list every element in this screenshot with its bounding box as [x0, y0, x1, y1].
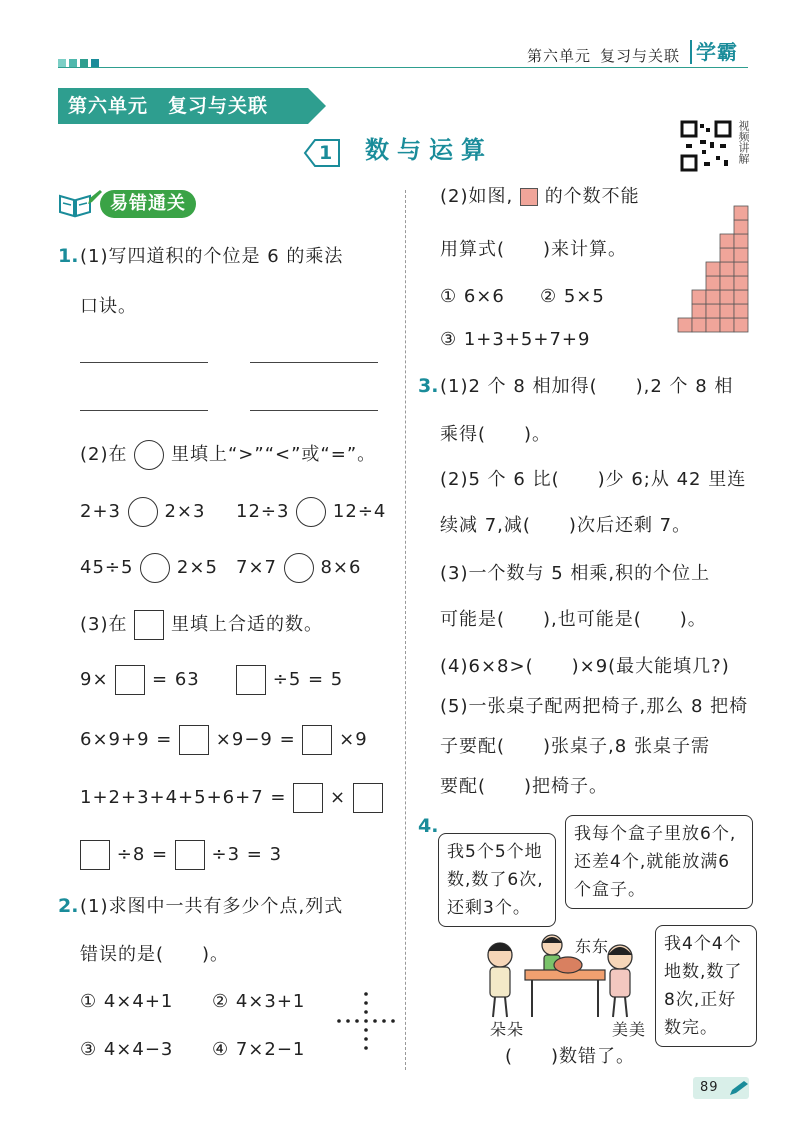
q1-part2-a: (2)在 [80, 444, 128, 465]
q2-part2-b: 的个数不能 [544, 186, 640, 207]
page-number: 89 [700, 1080, 719, 1095]
fill-box[interactable] [179, 725, 209, 755]
children-table-illustration [470, 925, 650, 1029]
qr-label: 视频讲解 [737, 120, 750, 164]
equation-text: 9× [80, 669, 109, 690]
q3-line: 可能是( ),也可能是( )。 [440, 609, 707, 630]
q4-answer: ( )数错了。 [505, 1046, 636, 1067]
compare-circle[interactable] [128, 497, 158, 527]
compare-right: 8×6 [320, 557, 362, 578]
header-brand: 学霸 [690, 40, 738, 64]
q2-option[interactable]: ③ 1+3+5+7+9 [440, 329, 591, 350]
compare-right: 12÷4 [332, 501, 387, 522]
q1-part2 [80, 440, 376, 470]
dot [382, 1019, 386, 1023]
equation-text: ÷3 = 3 [211, 844, 283, 865]
qr-code-icon [680, 120, 732, 172]
compare-right: 2×5 [176, 557, 218, 578]
square [734, 220, 748, 234]
compare-row [80, 553, 218, 583]
answer-line[interactable] [250, 362, 378, 363]
q1-part3-a: (3)在 [80, 614, 128, 635]
square [720, 276, 734, 290]
square [734, 276, 748, 290]
equation-text: ×9−9 = [215, 729, 296, 750]
speech-bubble-meimei: 我4个4个地数,数了8次,正好数完。 [655, 925, 757, 1047]
compare-row [80, 497, 205, 527]
equation-row [80, 783, 383, 813]
square [720, 318, 734, 332]
square [706, 262, 720, 276]
compare-left: 45÷5 [80, 557, 134, 578]
compare-row [236, 553, 361, 583]
section-number-badge [303, 138, 341, 168]
q3-line: (3)一个数与 5 相乘,积的个位上 [440, 563, 711, 584]
fill-box[interactable] [302, 725, 332, 755]
square [692, 290, 706, 304]
q1-number: 1. [58, 245, 79, 267]
compare-row [236, 497, 386, 527]
fill-box[interactable] [134, 610, 164, 640]
dot [373, 1019, 377, 1023]
speech-bubble-duoduo: 我5个5个地数,数了6次,还剩3个。 [438, 833, 556, 927]
label-duoduo: 朵朵 [490, 1020, 525, 1039]
dot [364, 992, 368, 996]
q3-line: (1)2 个 8 相加得( ),2 个 8 相 [440, 376, 734, 397]
dot [337, 1019, 341, 1023]
header-unit: 第六单元 [527, 47, 592, 65]
square [734, 234, 748, 248]
q3-line: (5)一张桌子配两把椅子,那么 8 把椅 [440, 696, 749, 717]
section-title: 数与运算 [365, 136, 493, 164]
q3-line: 要配( )把椅子。 [440, 776, 609, 797]
equation-text: ×9 [339, 729, 368, 750]
square [706, 290, 720, 304]
header-topic: 复习与关联 [600, 47, 681, 65]
equation-row [80, 665, 200, 695]
q2-option[interactable]: ② 5×5 [540, 286, 605, 307]
q2-part1-line1: (1)求图中一共有多少个点,列式 [80, 896, 344, 917]
q2-option[interactable]: ② 4×3+1 [212, 991, 306, 1012]
square [692, 304, 706, 318]
q2-option[interactable]: ③ 4×4−3 [80, 1039, 174, 1060]
q2-option[interactable]: ④ 7×2−1 [212, 1039, 306, 1060]
square [720, 248, 734, 262]
q1-part1-line2: 口诀。 [80, 296, 137, 317]
equation-text: = 63 [152, 669, 200, 690]
answer-line[interactable] [250, 410, 378, 411]
equation-row [80, 725, 368, 755]
pencil-footer-icon [728, 1079, 750, 1101]
square [720, 262, 734, 276]
label-meimei: 美美 [612, 1020, 647, 1039]
equation-text: × [329, 787, 347, 808]
square [706, 318, 720, 332]
dot [364, 1010, 368, 1014]
dot [364, 1001, 368, 1005]
compare-left: 2+3 [80, 501, 121, 522]
table [525, 957, 605, 1017]
square [734, 304, 748, 318]
banner-title: 第六单元 复习与关联 [68, 95, 269, 117]
header-squares [58, 52, 99, 71]
compare-circle[interactable] [140, 553, 170, 583]
q2-part2-line1 [440, 185, 640, 209]
fill-box[interactable] [80, 840, 110, 870]
fill-box[interactable] [175, 840, 205, 870]
q3-line: (4)6×8>( )×9(最大能填几?) [440, 656, 730, 677]
equation-text: ÷5 = 5 [272, 669, 344, 690]
qr-code[interactable] [680, 120, 732, 172]
q2-option[interactable]: ① 6×6 [440, 286, 505, 307]
dot [346, 1019, 350, 1023]
q1-part3-b: 里填上合适的数。 [170, 614, 323, 635]
square [720, 304, 734, 318]
q2-number: 2. [58, 895, 79, 917]
speech-bubble-dongdong: 我每个盒子里放6个,还差4个,就能放满6个盒子。 [565, 815, 753, 909]
dot [364, 1028, 368, 1032]
equation-text: 1+2+3+4+5+6+7 = [80, 787, 287, 808]
compare-left: 7×7 [236, 557, 277, 578]
square [692, 318, 706, 332]
answer-line[interactable] [80, 362, 208, 363]
square [734, 206, 748, 220]
meimei-figure [608, 945, 632, 1017]
fill-box[interactable] [293, 783, 323, 813]
pink-square-icon [520, 188, 538, 206]
fill-box[interactable] [236, 665, 266, 695]
staircase-figure [672, 186, 752, 340]
dot [364, 1046, 368, 1050]
square [706, 304, 720, 318]
answer-line[interactable] [80, 410, 208, 411]
square [720, 234, 734, 248]
compare-left: 12÷3 [236, 501, 290, 522]
equation-text: ÷8 = [116, 844, 169, 865]
q3-line: 乘得( )。 [440, 424, 552, 445]
unit-banner [58, 88, 326, 124]
q1-part3 [80, 610, 323, 640]
dot [364, 1019, 368, 1023]
q3-line: 续减 7,减( )次后还剩 7。 [440, 515, 692, 536]
fill-box[interactable] [115, 665, 145, 695]
subsection-title: 易错通关 [100, 190, 196, 218]
square [706, 276, 720, 290]
q2-part2-a: (2)如图, [440, 186, 514, 207]
dot [355, 1019, 359, 1023]
duoduo-figure [488, 943, 512, 1017]
q1-part1-line1: (1)写四道积的个位是 6 的乘法 [80, 246, 344, 267]
square [734, 290, 748, 304]
q2-option[interactable]: ① 4×4+1 [80, 991, 174, 1012]
q3-line: 子要配( )张桌子,8 张桌子需 [440, 736, 710, 757]
dot [364, 1037, 368, 1041]
square [734, 318, 748, 332]
square [678, 318, 692, 332]
column-divider [405, 190, 406, 1070]
fill-box[interactable] [353, 783, 383, 813]
square [734, 262, 748, 276]
equation-row [236, 665, 343, 695]
label-dongdong: 东东 [575, 937, 610, 956]
dot [391, 1019, 395, 1023]
compare-right: 2×3 [164, 501, 206, 522]
equation-row [80, 840, 282, 870]
q3-number: 3. [418, 375, 439, 397]
compare-circle[interactable] [296, 497, 326, 527]
q2-part2-line2: 用算式( )来计算。 [440, 239, 628, 260]
q1-part2-b: 里填上“>”“<”或“=”。 [170, 444, 377, 465]
square [720, 290, 734, 304]
q3-line: (2)5 个 6 比( )少 6;从 42 里连 [440, 469, 747, 490]
q4-number: 4. [418, 815, 439, 837]
section-number: 1 [319, 142, 334, 164]
equation-text: 6×9+9 = [80, 729, 173, 750]
q2-part1-line2: 错误的是( )。 [80, 944, 230, 965]
square [734, 248, 748, 262]
compare-circle[interactable] [134, 440, 164, 470]
compare-circle[interactable] [284, 553, 314, 583]
dot-cross-figure [330, 985, 402, 1061]
